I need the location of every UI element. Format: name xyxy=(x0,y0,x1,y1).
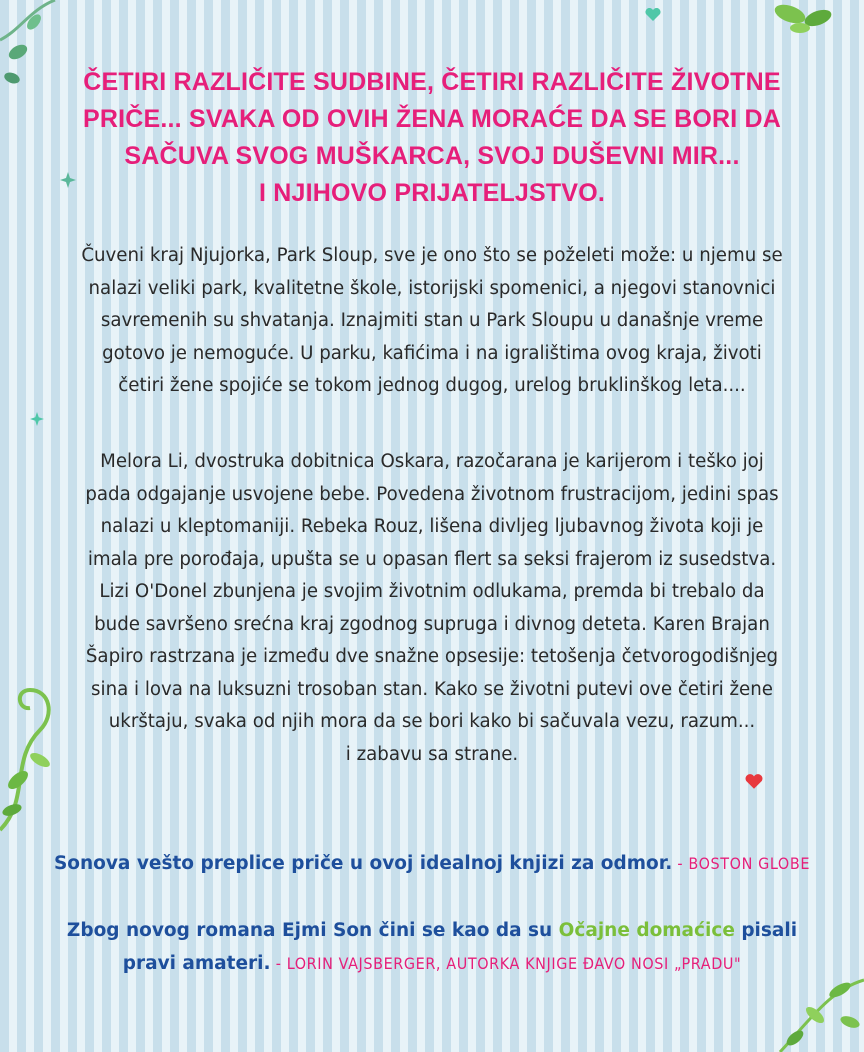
paragraph-line: pada odgajanje usvojene bebe. Povedena životnom frustracijom, jedini spas xyxy=(85,483,779,505)
book-title-highlight: Očajne domaćice xyxy=(558,920,735,941)
paragraph-line: nalazi u kleptomaniji. Rebeka Rouz, lišena divljeg ljubavnog života koji je xyxy=(100,516,764,537)
heart-icon-red xyxy=(745,774,763,790)
quote-line xyxy=(40,847,824,880)
quote-source: LORIN VAJSBERGER, AUTORKA KNJIGE ĐAVO NOSI „PRADU" xyxy=(286,954,742,973)
quote-line xyxy=(40,914,824,947)
paragraph-line: imala pre porođaja, upušta se u opasan flert sa seksi frajerom iz susedstva. xyxy=(87,548,777,570)
quote-text: Sonova vešto preplice priče u ovoj idealnoj knjizi za odmor. xyxy=(53,853,673,874)
quote-text: pravi amateri. xyxy=(122,953,271,974)
paragraph-line: gotovo je nemoguće. U parku, kafićima i na igralištima ovog kraja, životi xyxy=(102,342,762,364)
paragraph-line: Čuveni kraj Njujorka, Park Sloup, sve je ono što se poželeti može: u njemu se xyxy=(81,245,783,266)
paragraph-line: Šapiro rastrzana je između dve snažne opsesije: tetošenja četvorogodišnjeg xyxy=(85,646,779,667)
paragraph-line: Lizi O'Donel zbunjena je svojim životnim odlukama, premda bi trebalo da xyxy=(99,581,765,602)
quote-source: BOSTON GLOBE xyxy=(688,854,811,873)
headline-line-3: SAČUVA SVOG MUŠKARCA, SVOJ DUŠEVNI MIR... xyxy=(124,142,740,170)
paragraph-line: Melora Li, dvostruka dobitnica Oskara, razočarana je karijerom i teško joj xyxy=(100,451,764,472)
paragraph-line: i zabavu sa strane. xyxy=(345,743,519,765)
headline-line-1: ČETIRI RAZLIČITE SUDBINE, ČETIRI RAZLIČITE ŽIVOTNE xyxy=(83,68,781,96)
synopsis-paragraph-1 xyxy=(40,240,824,403)
paragraph-line: savremenih su shvatanja. Iznajmiti stan u Park Sloupu u današnje vreme xyxy=(100,310,764,331)
quote-dash: - xyxy=(270,954,287,973)
synopsis-paragraph-2 xyxy=(40,446,824,771)
quote-text: pisali xyxy=(734,920,798,941)
quote-text: Zbog novog romana Ejmi Son čini se kao da su xyxy=(66,920,559,941)
paragraph-line: četiri žene spojiće se tokom jednog dugog, urelog bruklinškog leta.... xyxy=(118,375,746,396)
paragraph-line: sina i lova na luksuzni trosoban stan. Kako se životni putevi ove četiri žene xyxy=(91,678,773,700)
headline xyxy=(40,64,824,212)
heart-icon xyxy=(645,8,661,22)
review-quote-1 xyxy=(40,847,824,880)
quote-dash: - xyxy=(672,854,689,873)
paragraph-line: bude savršeno srećna kraj zgodnog supruga i divnog deteta. Karen Brajan xyxy=(94,613,770,635)
quote-line xyxy=(40,947,824,980)
star-icon-small xyxy=(30,412,44,426)
review-quote-2 xyxy=(40,914,824,980)
headline-line-2: PRIČE... SVAKA OD OVIH ŽENA MORAĆE DA SE BORI DA xyxy=(82,105,782,133)
leaves-top-right-decoration xyxy=(760,0,864,40)
headline-line-4: I NJIHOVO PRIJATELJSTVO. xyxy=(258,179,606,207)
paragraph-line: nalazi veliki park, kvalitetne škole, istorijski spomenici, a njegovi stanovnici xyxy=(88,277,776,299)
paragraph-line: ukrštaju, svaka od njih mora da se bori kako bi sačuvala vezu, razum... xyxy=(108,711,756,732)
